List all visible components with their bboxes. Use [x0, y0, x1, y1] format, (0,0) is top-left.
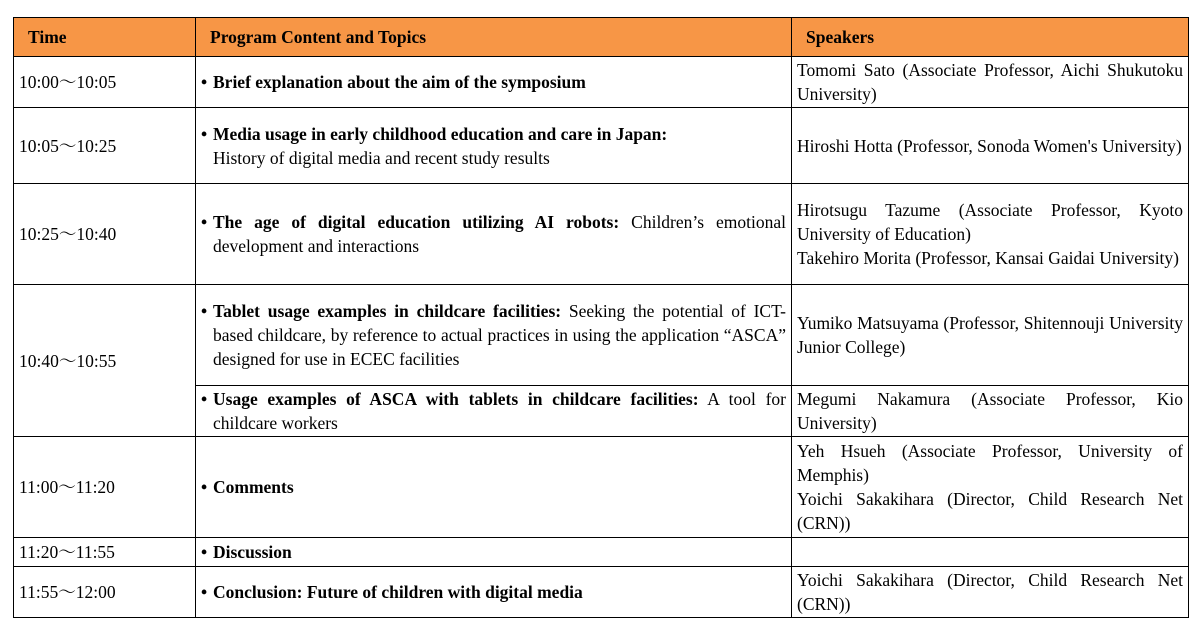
speaker: Yoichi Sakakihara (Director, Child Research Net (CRN)): [797, 570, 1183, 614]
bullet-icon: •: [201, 212, 208, 232]
speaker: Hiroshi Hotta (Professor, Sonoda Women's University): [797, 135, 1182, 156]
header-speakers: Speakers: [792, 18, 1189, 57]
table-row: [14, 57, 1189, 108]
time-cell: 10:25～10:40: [14, 184, 196, 285]
bullet-icon: •: [201, 301, 208, 321]
speaker: Tomomi Sato (Associate Professor, Aichi Shukutoku University): [797, 60, 1183, 104]
bullet-icon: •: [201, 582, 208, 602]
speakers-cell: [792, 437, 1189, 538]
topic-desc: A tool for childcare workers: [213, 389, 786, 433]
bullet-icon: •: [201, 123, 208, 144]
time-cell: 11:00～11:20: [14, 437, 196, 538]
topic-desc: Seeking the potential of ICT-based childcare, by reference to actual practices in using the application “ASCA” designed for use in ECEC facilities: [213, 301, 786, 369]
program-cell: [196, 386, 792, 437]
program-cell: [196, 108, 792, 184]
topic-title: Tablet usage examples in childcare facilities:: [213, 301, 562, 321]
speaker: Yeh Hsueh (Associate Professor, University of Memphis): [797, 441, 1183, 485]
table-row: [14, 538, 1189, 567]
topic-title: The age of digital education utilizing AI robots:: [213, 212, 620, 232]
topic-desc: History of digital media and recent study results: [213, 147, 550, 168]
header-program: Program Content and Topics: [196, 18, 792, 57]
table-row: [14, 437, 1189, 538]
table-row: [14, 285, 1189, 386]
time-cell: 10:00～10:05: [14, 57, 196, 108]
speakers-cell: [792, 108, 1189, 184]
time-cell: 11:55～12:00: [14, 567, 196, 618]
program-cell: [196, 437, 792, 538]
speaker: Yumiko Matsuyama (Professor, Shitennouji University Junior College): [797, 313, 1183, 357]
speaker: Takehiro Morita (Professor, Kansai Gaidai University): [797, 248, 1180, 268]
speakers-cell: [792, 386, 1189, 437]
speakers-cell: [792, 184, 1189, 285]
time-cell: 10:40～10:55: [14, 285, 196, 437]
bullet-icon: •: [201, 542, 208, 562]
speakers-cell: [792, 567, 1189, 618]
topic-title: Media usage in early childhood education and care in Japan:: [213, 123, 668, 144]
bullet-icon: •: [201, 477, 208, 497]
topic-title: Brief explanation about the aim of the symposium: [213, 72, 586, 92]
program-cell: [196, 184, 792, 285]
program-cell: [196, 57, 792, 108]
table-row: [14, 184, 1189, 285]
program-cell: [196, 538, 792, 567]
speaker: Hirotsugu Tazume (Associate Professor, Kyoto University of Education): [797, 200, 1183, 244]
speaker: Yoichi Sakakihara (Director, Child Research Net (CRN)): [797, 489, 1183, 533]
program-cell: [196, 567, 792, 618]
table-row: [14, 108, 1189, 184]
speakers-cell: [792, 57, 1189, 108]
program-table: [13, 17, 1189, 618]
bullet-icon: •: [201, 72, 208, 92]
time-cell: 10:05～10:25: [14, 108, 196, 184]
header-time: Time: [14, 18, 196, 57]
speakers-cell: [792, 285, 1189, 386]
program-cell: [196, 285, 792, 386]
topic-title: Comments: [213, 477, 294, 497]
topic-title: Discussion: [213, 542, 292, 562]
speaker: Megumi Nakamura (Associate Professor, Kio University): [797, 389, 1183, 433]
topic-desc: Children’s emotional development and interactions: [213, 212, 787, 256]
bullet-icon: •: [201, 389, 208, 409]
topic-title: Conclusion: Future of children with digital media: [213, 582, 583, 602]
time-cell: 11:20～11:55: [14, 538, 196, 567]
speakers-cell: [792, 538, 1189, 567]
topic-title: Usage examples of ASCA with tablets in childcare facilities:: [213, 389, 699, 409]
table-row: [14, 567, 1189, 618]
header-row: [14, 18, 1189, 57]
